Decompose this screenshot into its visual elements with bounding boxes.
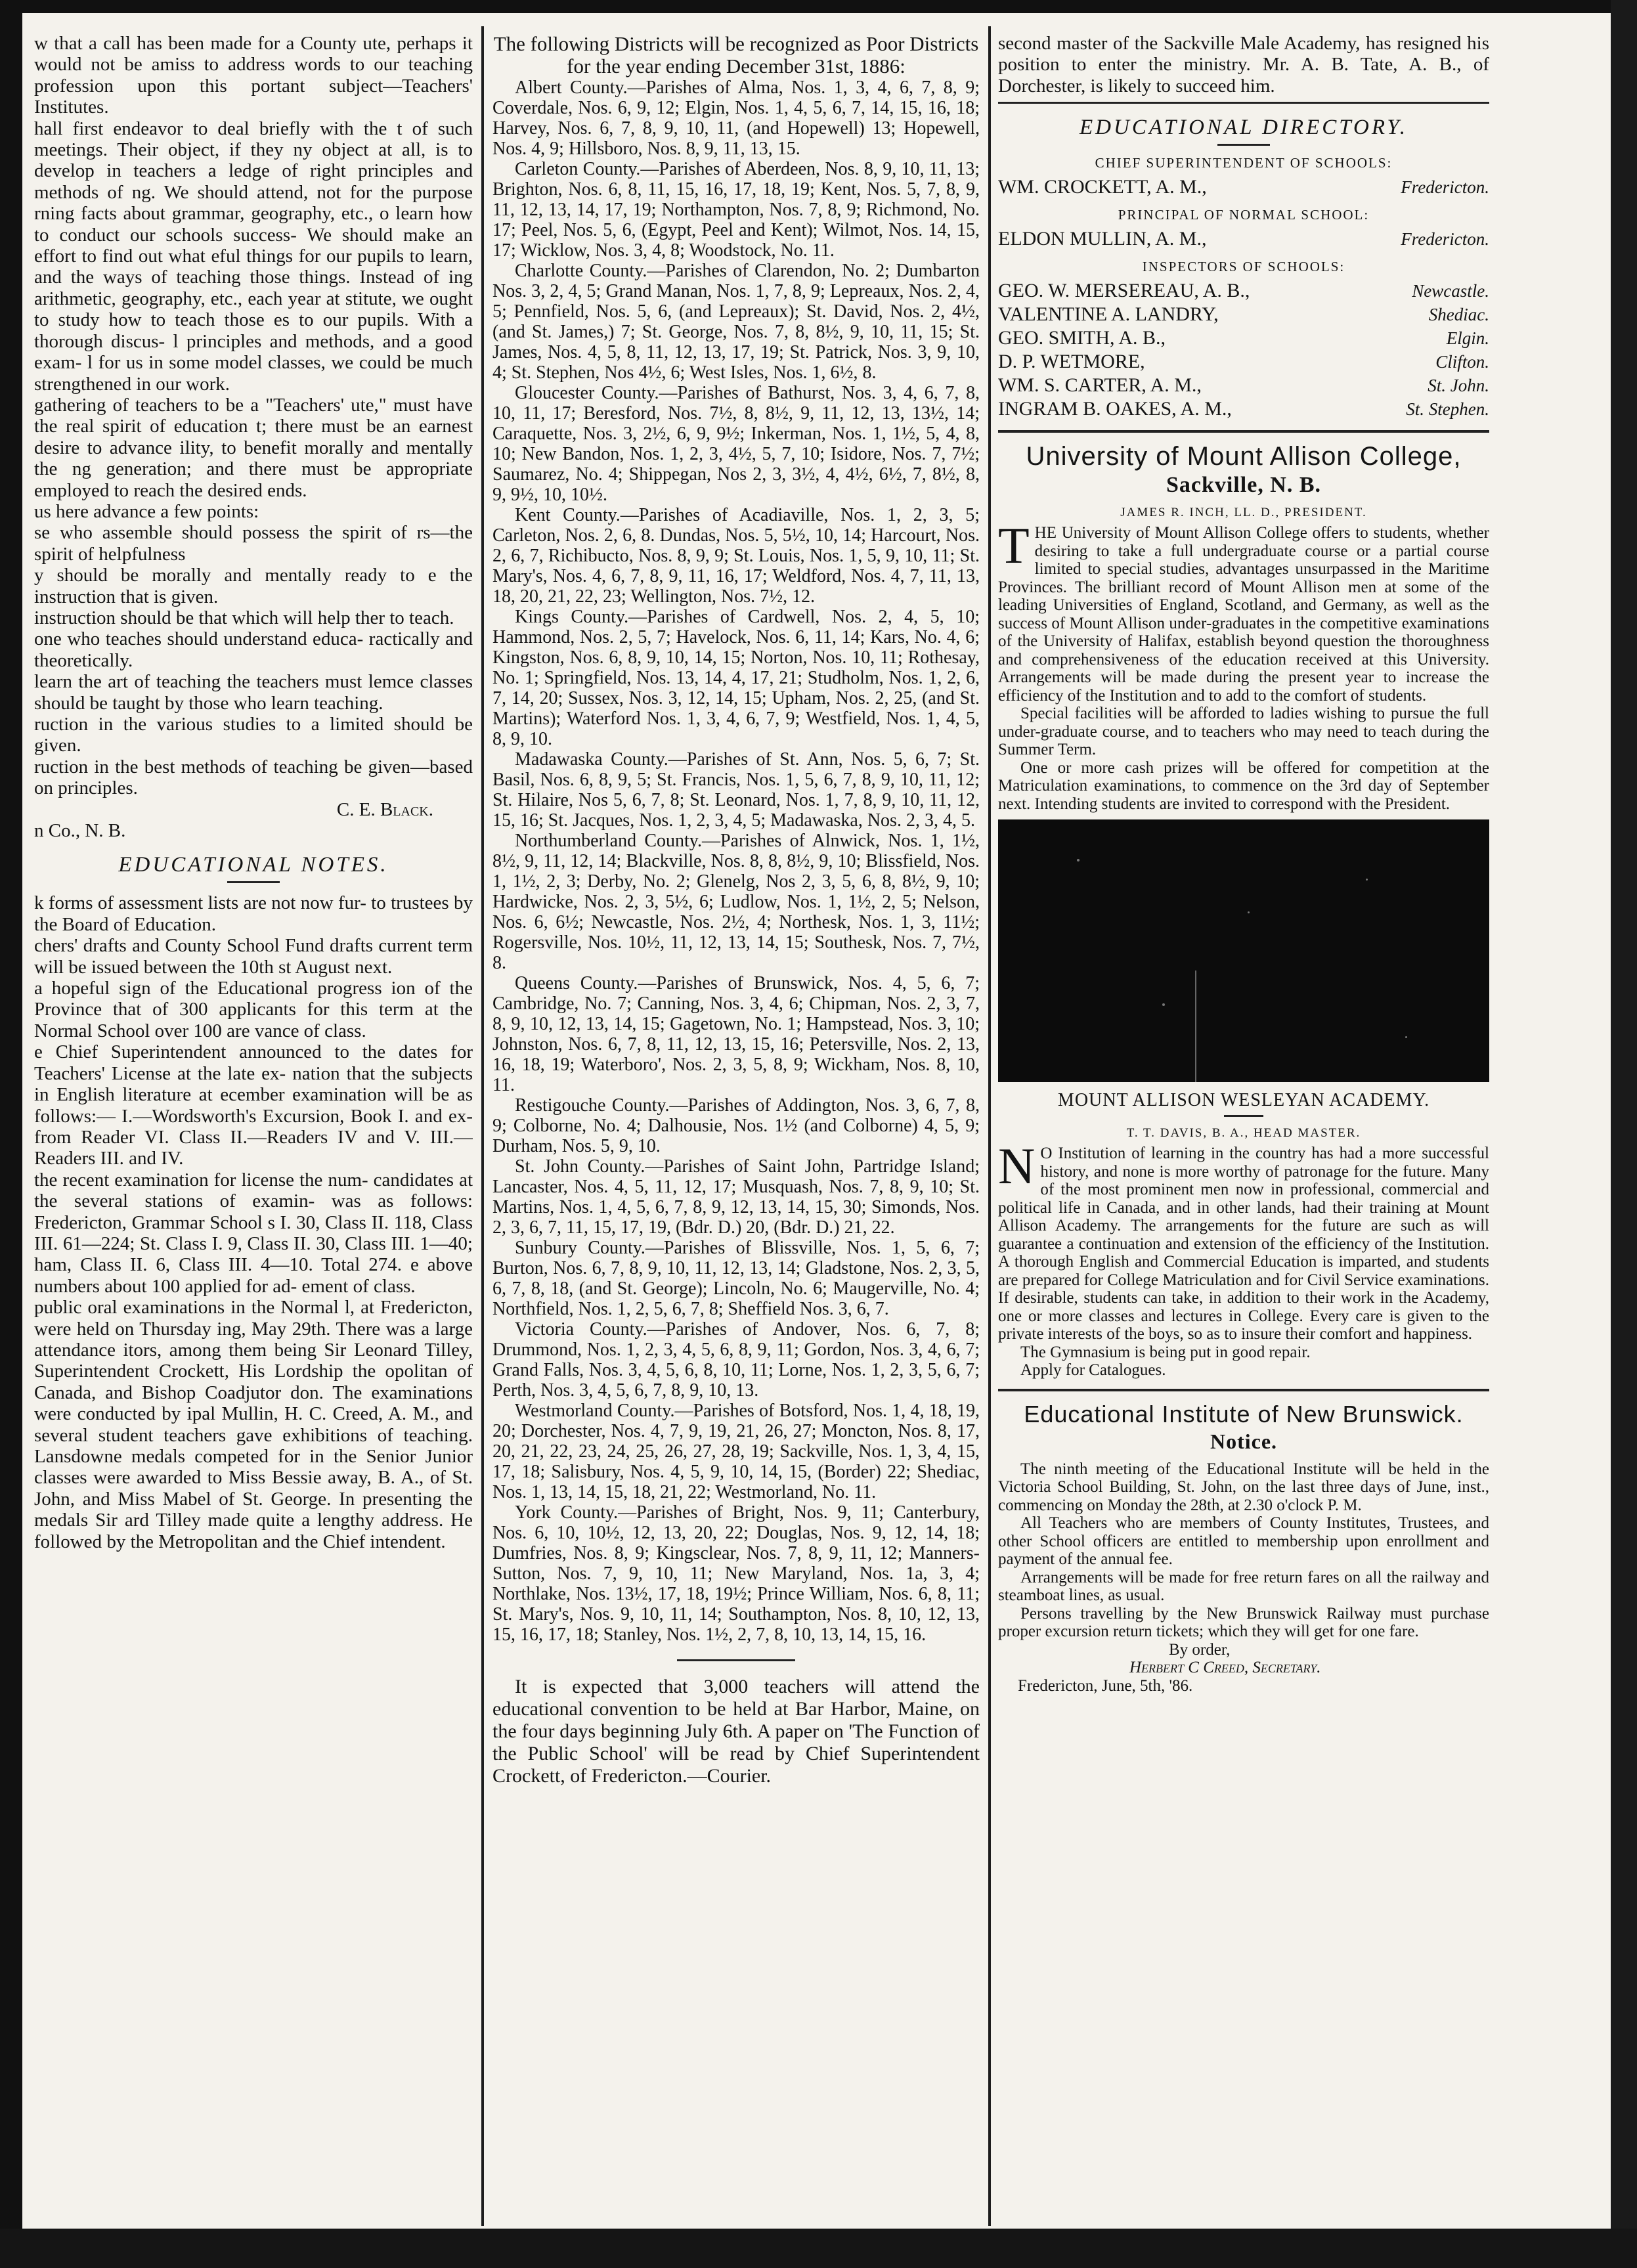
county-entry: Westmorland County.—Parishes of Botsford, Nos. 1, 4, 18, 19, 20; Dorchester, Nos. 4, 7, 9, 19, 21, 26, 27; Moncton, Nos. 8, 17, 20, 21, 22, 23, 24, 25, 26, 27, 28, 19; Sackville, Nos. 1, 3, 4, 15, 17, 18; Salisbury, Nos. 4, 5, 9, 10, 14, 15, (Border) 22; Shediac, Nos. 1, 13, 14, 15, 18, 21, 22; Westmorland, No. 11.: [492, 1401, 980, 1502]
photo-speck: [1405, 1036, 1407, 1038]
entry-name: VALENTINE A. LANDRY,: [998, 303, 1219, 326]
entry-place: Fredericton.: [1401, 229, 1489, 250]
entry-name: D. P. WETMORE,: [998, 351, 1145, 373]
county-entry: Northumberland County.—Parishes of Alnwick, Nos. 1, 1½, 8½, 9, 11, 12, 14; Blackville, Nos. 8, 8, 8½, 9, 10; Blissfield, Nos. 1, 1½, 2, 3; Derby, No. 2; Glenelg, Nos 2, 3, 5, 6, 8, 8½, 9, 10; Hardwicke, Nos. 2, 3, 5½, 6; Ludlow, Nos. 1, 1½, 2, 5; Nelson, Nos. 6, 6½; Newcastle, Nos. 2½, 4; Northesk, Nos. 1, 3, 11½; Rogersville, Nos. 10½, 11, 12, 13, 14, 15; Southesk, Nos. 7, 7½, 8.: [492, 831, 980, 973]
section-rule: [998, 1389, 1489, 1391]
dropcap: T: [998, 517, 1030, 575]
academy-para: Apply for Catalogues.: [1020, 1361, 1166, 1380]
county-entry: Sunbury County.—Parishes of Blissville, Nos. 1, 5, 6, 7; Burton, Nos. 6, 7, 8, 9, 10, 11, 12, 13, 14; Gladstone, Nos. 2, 3, 5, 6, 7, 8, 18, (and St. George); Lincoln, No. 6; Maugerville, No. 4; Northfield, Nos. 1, 2, 5, 6, 7, 8; Sheffield Nos. 3, 6, 7.: [492, 1238, 980, 1319]
directory-entry: [998, 227, 1489, 251]
inspectors-list: [998, 279, 1489, 421]
institutes-para: us here advance a few points:: [34, 500, 259, 522]
county-entry: Queens County.—Parishes of Brunswick, Nos. 4, 5, 6, 7; Cambridge, No. 7; Canning, Nos. 3, 4, 6; Chipman, Nos. 2, 3, 7, 8, 9, 10, 12, 13, 14, 15; Gagetown, No. 1; Hampstead, Nos. 3, 10; Johnston, Nos. 6, 7, 8, 11, 12, 13, 15, 16; Petersville, Nos. 2, 13, 16, 18, 19; Waterboro', Nos. 2, 3, 5, 8, 9; Wickham, Nos. 8, 10, 11.: [492, 973, 980, 1095]
county-entry: Albert County.—Parishes of Alma, Nos. 1, 3, 4, 6, 7, 8, 9; Coverdale, Nos. 6, 9, 12; Elgin, Nos. 1, 4, 5, 6, 7, 14, 15, 16, 18; Harvey, Nos. 6, 7, 8, 9, 10, 11, (and Hopewell) 13; Hopewell, Nos. 4, 9; Hillsboro, Nos. 8, 9, 11, 13, 15.: [492, 77, 980, 159]
section-rule: [998, 102, 1489, 104]
secretary-signature: Herbert C Creed, Secretary.: [1129, 1659, 1321, 1677]
institutes-para: gathering of teachers to be a "Teachers' ute," must have the real spirit of education t; there must be an earnest desire to advance ility, to benefit morally and mentally the ng generation; and there must be appropriate employed to reach the desired ends.: [34, 394, 473, 501]
inspectors-label: INSPECTORS OF SCHOOLS:: [1142, 259, 1345, 275]
academy-ad: [998, 1137, 1489, 1380]
entry-name: WM. CROCKETT, A. M.,: [998, 176, 1207, 198]
institute-para: Persons travelling by the New Brunswick Railway must purchase proper excursion return tickets; which they will get for one fare.: [998, 1604, 1489, 1641]
notes-header: EDUCATIONAL NOTES.: [118, 853, 389, 877]
entry-place: Fredericton.: [1401, 177, 1489, 198]
institutes-para: w that a call has been made for a County ute, perhaps it would not be amiss to address words to our teaching profession upon this portant subject—Teachers' Institutes.: [34, 33, 473, 118]
note-para: public oral examinations in the Normal l, at Fredericton, were held on Thursday ing, May 29th. There was a large attendance itors, among them being Sir Leonard Tilley, Superintendent Crockett, His Lordship the opolitan of Canada, and Bishop Coadjutor don. The examinations were conducted by ipal Mullin, H. C. Creed, A. M., and several student teachers gave exhibitions of teaching. Lansdowne medals competed for in the Senior Junior classes were awarded to Miss Bessie away, B. A., of St. John, and Miss Mabel of St. George. In presenting the medals Sir ard Tilley made quite a lengthy address. He followed by the Metropolitan and the Chief intendent.: [34, 1297, 473, 1552]
signature-place: n Co., N. B.: [34, 820, 126, 842]
note-para: the recent examination for license the num- candidates at the several stations of examin- was as follows: Fredericton, Grammar School s I. 30, Class II. 118, Class III. 61—224; St. Class I. 9, Class II. 30, Class III. 1—40; ham, Class II. 6, Class III. 4—10. Total 274. e above numbers about 100 applied for ad- ement of class.: [34, 1169, 473, 1297]
county-entry: York County.—Parishes of Bright, Nos. 9, 11; Canterbury, Nos. 6, 10, 10½, 12, 13, 20, 22; Douglas, Nos. 9, 12, 14, 18; Dumfries, Nos. 8, 9; Kingsclear, Nos. 7, 8, 9, 11, 12; Manners-Sutton, Nos. 7, 9, 10, 11; New Maryland, Nos. 1a, 3, 4; Northlake, Nos. 13½, 17, 18, 19½; Prince William, Nos. 6, 8, 11; St. Mary's, Nos. 9, 10, 11, 14; Southampton, Nos. 8, 10, 12, 13, 15, 16, 17, 18; Stanley, Nos. 1½, 2, 7, 8, 10, 13, 14, 15, 16.: [492, 1502, 980, 1645]
county-entry: St. John County.—Parishes of Saint John, Partridge Island; Lancaster, Nos. 4, 5, 11, 12, 17; Musquash, Nos. 7, 8, 9, 10; St. Martins, Nos. 1, 4, 5, 6, 7, 8, 9, 12, 13, 14, 15, 30; Simonds, Nos. 2, 3, 6, 7, 11, 15, 17, 19, (Bdr. D.) 20, (Bdr. D.) 21, 22.: [492, 1156, 980, 1238]
institutes-point: se who assemble should possess the spirit of rs—the spirit of helpfulness: [34, 522, 473, 565]
county-entry: Kings County.—Parishes of Cardwell, Nos. 2, 4, 5, 10; Hammond, Nos. 2, 5, 7; Havelock, Nos. 6, 11, 14; Kars, No. 4, 6; Kingston, Nos. 6, 8, 9, 10, 14, 15; Norton, Nos. 10, 11; Rothesay, No. 1; Springfield, Nos. 13, 14, 4, 17, 21; Studholm, Nos. 1, 2, 6, 7, 14, 20; Sussex, Nos. 3, 12, 14, 15; Upham, Nos. 2, 25, (and St. Martins); Waterford Nos. 1, 3, 4, 6, 7, 9; Westfield, Nos. 1, 4, 5, 8, 9, 10.: [492, 607, 980, 749]
institutes-point: ruction in the various studies to a limited should be given.: [34, 714, 473, 756]
university-para: HE University of Mount Allison College offers to students, whether desiring to take a full undergraduate course or a partial course limited to special studies, advantages unsurpassed in the Maritime Provinces. The brilliant record of Mount Allison men at some of the leading Universities of England, Scotland, and Germany, as well as the success of Mount Allison under-graduates in the competitive examinations of the University of Halifax, establish beyond question the thoroughness and comprehensiveness of the education received at this University. Arrangements will be made during the present year to increase the efficiency of the Institution and to add to the comfort of students.: [998, 524, 1489, 705]
university-para: Special facilities will be afforded to ladies wishing to pursue the full under-graduate course, and to teachers who may need to teach during the Summer Term.: [998, 705, 1489, 759]
entry-name: ELDON MULLIN, A. M.,: [998, 228, 1207, 250]
institutes-article: [34, 33, 473, 841]
entry-name: GEO. SMITH, A. B.,: [998, 327, 1166, 349]
header-dash: [1224, 1115, 1263, 1117]
note-para: e Chief Superintendent announced to the dates for Teachers' License at the late ex- nation that the subjects in English literature at ecember examination will be as follows:— I.—Wordsworth's Excursion, Book I. and ex- from Reader VI. Class II.—Readers IV and V. III.—Readers III. and IV.: [34, 1041, 473, 1169]
section-dash: [677, 1659, 795, 1661]
by-order: By order,: [1169, 1640, 1231, 1659]
entry-name: GEO. W. MERSEREAU, A. B.,: [998, 280, 1250, 302]
entry-place: Elgin.: [1446, 328, 1489, 349]
academy-title: MOUNT ALLISON WESLEYAN ACADEMY.: [1057, 1090, 1430, 1111]
districts-intro: The following Districts will be recognized as Poor Districts for the year ending December 31st, 1886:: [493, 33, 979, 77]
entry-place: Newcastle.: [1412, 281, 1489, 301]
photo-speck: [1248, 911, 1250, 913]
note-para: k forms of assessment lists are not now fur- to trustees by the Board of Education.: [34, 892, 473, 935]
convention-note: It is expected that 3,000 teachers will attend the educational convention to be held at Bar Harbor, Maine, on the four days beginning July 6th. A paper on 'The Function of the Public School' will be read by Chief Superintendent Crockett, of Fredericton.—Courier.: [492, 1676, 980, 1787]
institutes-para: hall first endeavor to deal briefly with the t of such meetings. Their object, if they ny object at all, is to develop in teachers a ledge of right principles and methods of ng. We should attend, not for the purpose rning facts about grammar, geography, etc., o learn how to conduct our schools success- We should make an effort to find out what eful things for our pupils to learn, and the ways of teaching those things. Instead of ing arithmetic, geography, etc., each year at stitute, we ought to study how to teach those es to our pupils. With a thorough discus- l principles and methods, and a good exam- l for us in some model classes, we could be much strengthened in our work.: [34, 118, 473, 395]
scan-edge-top: [0, 0, 1637, 13]
entry-place: Shediac.: [1428, 305, 1489, 325]
university-ad: [998, 517, 1489, 813]
county-entry: Kent County.—Parishes of Acadiaville, Nos. 1, 2, 3, 5; Carleton, Nos. 2, 6, 8. Dundas, Nos. 5, 5½, 10, 14; Harcourt, Nos. 2, 6, 7, Richibucto, Nos. 8, 9, 9; St. Louis, Nos. 1, 5, 9, 10, 11; St. Mary's, Nos. 4, 6, 7, 8, 9, 11, 16, 17; Weldford, Nos. 4, 7, 11, 13, 18, 20, 21, 22, 23; Wellington, Nos. 7½, 12.: [492, 505, 980, 607]
institutes-point: ruction in the best methods of teaching be given—based on principles.: [34, 756, 473, 799]
county-entry: Gloucester County.—Parishes of Bathurst, Nos. 3, 4, 6, 7, 8, 10, 11, 17; Beresford, Nos. 7½, 8, 8½, 9, 11, 12, 13, 13½, 14; Caraquette, Nos. 3, 2½, 6, 9, 9½; Inkerman, Nos. 1, 1½, 5, 4, 8, 10; New Bandon, Nos. 1, 2, 3, 4½, 5, 7, 10; Isidore, Nos. 7, 7½; Saumarez, No. 4; Shippegan, Nos 2, 3, 3½, 4, 4½, 6½, 7, 8½, 8, 9, 9½, 10, 10½.: [492, 383, 980, 505]
column-rule-1: [481, 26, 484, 2226]
header-dash: [1217, 144, 1270, 146]
inspector-entry: [998, 279, 1489, 303]
directory-header: EDUCATIONAL DIRECTORY.: [1080, 116, 1408, 140]
column-left: [34, 33, 473, 2219]
institute-para: All Teachers who are members of County Institutes, Trustees, and other School officers are entitled to membership upon enrollment and payment of the annual fee.: [998, 1514, 1489, 1569]
institute-notice-body: [998, 1460, 1489, 1695]
directory-entry: [998, 175, 1489, 199]
institute-para: Arrangements will be made for free return fares on all the railway and steamboat lines, as usual.: [998, 1568, 1489, 1605]
inspector-entry: [998, 350, 1489, 374]
county-entry: Carleton County.—Parishes of Aberdeen, Nos. 8, 9, 10, 11, 13; Brighton, Nos. 6, 8, 11, 15, 16, 17, 18, 19; Kent, Nos. 5, 7, 8, 9, 11, 12, 13, 14, 17, 19; Northampton, Nos. 7, 8, 9; Richmond, No. 17; Peel, Nos. 5, 6, (Egypt, Peel and Kent); Wilmot, Nos. 14, 15, 17; Wicklow, Nos. 3, 4, 8; Woodstock, No. 11.: [492, 159, 980, 261]
institute-para: The ninth meeting of the Educational Institute will be held in the Victoria School Building, St. John, on the last three days of June, inst., commencing on Monday the 28th, at 2.30 o'clock P. M.: [998, 1460, 1489, 1514]
academy-photograph: [998, 819, 1489, 1082]
column-right: [998, 33, 1489, 2219]
institutes-point: learn the art of teaching the teachers must lemce classes should be taught by those who learn teaching.: [34, 671, 473, 714]
column-middle: [492, 33, 980, 2219]
chief-label: CHIEF SUPERINTENDENT OF SCHOOLS:: [1095, 155, 1393, 171]
academy-para: The Gymnasium is being put in good repair.: [1020, 1343, 1311, 1361]
poor-districts-list: [492, 33, 980, 1645]
entry-name: WM. S. CARTER, A. M.,: [998, 374, 1202, 397]
photo-speck: [1162, 1003, 1165, 1006]
article-signature: C. E. Black.: [336, 798, 433, 820]
entry-name: INGRAM B. OAKES, A. M.,: [998, 398, 1232, 420]
academy-master: T. T. DAVIS, B. A., HEAD MASTER.: [1126, 1126, 1361, 1141]
scan-edge-bottom: [0, 2229, 1637, 2268]
university-title: University of Mount Allison College,: [1026, 442, 1462, 471]
county-entry: Madawaska County.—Parishes of St. Ann, Nos. 5, 6, 7; St. Basil, Nos. 6, 8, 9, 5; St. Francis, Nos. 1, 5, 6, 7, 8, 9, 10, 11, 12; St. Hilaire, Nos 5, 6, 7, 8; St. Leonard, Nos. 1, 7, 8, 9, 10, 11, 12, 15, 16; St. Jacques, Nos. 1, 2, 3, 4, 5; Madawaska, Nos. 2, 3, 4, 5.: [492, 749, 980, 831]
county-entry: Victoria County.—Parishes of Andover, Nos. 6, 7, 8; Drummond, Nos. 1, 2, 3, 4, 5, 6, 8, 9, 11; Gordon, Nos. 3, 4, 6, 7; Grand Falls, Nos. 3, 4, 5, 6, 8, 10, 11; Lorne, Nos. 1, 2, 3, 5, 6, 7; Perth, Nos. 3, 4, 5, 6, 7, 8, 9, 10, 13.: [492, 1319, 980, 1401]
institutes-point: one who teaches should understand educa- ractically and theoretically.: [34, 628, 473, 671]
note-para: chers' drafts and County School Fund drafts current term will be issued between the 10th st August next.: [34, 935, 473, 978]
county-entry: Charlotte County.—Parishes of Clarendon, No. 2; Dumbarton Nos. 3, 2, 4, 5; Grand Manan, Nos. 1, 7, 8, 9; Lepreaux, Nos. 2, 4, 5; Pennfield, Nos. 5, 6, (and Lepreaux); St. David, Nos. 2, 4½, (and St. James,) 7; St. George, Nos. 7, 8, 8½, 9, 10, 11, 15; St. James, Nos. 4, 5, 8, 11, 12, 13, 17, 19; St. Patrick, Nos. 3, 9, 10, 4; St. Stephen, Nos 4½, 6; West Isles, Nos. 1, 6½, 8.: [492, 261, 980, 383]
university-para: One or more cash prizes will be offered for competition at the Matriculation examinations, to commence on the 3rd day of September next. Intending students are invited to correspond with the President.: [998, 758, 1489, 813]
header-dash: [227, 881, 280, 883]
notes-section: [34, 892, 473, 1552]
inspector-entry: [998, 326, 1489, 350]
sackville-note: second master of the Sackville Male Academy, has resigned his position to enter the ministry. Mr. A. B. Tate, A. B., of Dorchester, is likely to succeed him.: [998, 33, 1489, 97]
academy-para: O Institution of learning in the country has had a more successful history, and none is more worthy of patronage for the future. Many of the most prominent men now in professional, commercial and political life in Canada, and in other lands, had their training at Mount Allison Academy. The arrangements for the future are such as will guarantee a continuation and extension of the efficiency of the Institution. A thorough English and Commercial Education is imparted, and students are prepared for College Matriculation and for Civil Service examinations. If desirable, students can take, in addition to their work in the Academy, one or more classes and lectures in College. Every care is given to the private interests of the boys, so as to insure their comfort and happiness.: [998, 1145, 1489, 1343]
county-entry: Restigouche County.—Parishes of Addington, Nos. 3, 6, 7, 8, 9; Colborne, No. 4; Dalhousie, Nos. 1½ (and Colborne) 4, 5, 9; Durham, Nos. 5, 9, 10.: [492, 1095, 980, 1156]
university-place: Sackville, N. B.: [1166, 473, 1322, 498]
principal-label: PRINCIPAL OF NORMAL SCHOOL:: [1118, 207, 1370, 223]
scan-edge-right: [1611, 0, 1637, 2268]
section-rule: [998, 430, 1489, 433]
dropcap: N: [998, 1137, 1036, 1195]
entry-place: St. John.: [1428, 376, 1489, 396]
inspector-entry: [998, 303, 1489, 326]
university-president: JAMES R. INCH, LL. D., PRESIDENT.: [1120, 506, 1367, 520]
institute-title: Educational Institute of New Brunswick.: [1024, 1400, 1464, 1428]
entry-place: St. Stephen.: [1406, 399, 1489, 420]
photo-speck: [1077, 859, 1080, 861]
inspector-entry: [998, 397, 1489, 421]
institutes-point: instruction should be that which will help ther to teach.: [34, 607, 454, 628]
institute-notice: Notice.: [1210, 1429, 1278, 1453]
inspector-entry: [998, 374, 1489, 397]
entry-place: Clifton.: [1435, 352, 1489, 372]
photo-speck: [1366, 879, 1368, 881]
photo-scratch: [1195, 970, 1196, 1082]
institutes-point: y should be morally and mentally ready to e the instruction that is given.: [34, 565, 473, 607]
dateline: Fredericton, June, 5th, '86.: [1018, 1676, 1193, 1695]
scan-edge-left: [0, 0, 22, 2268]
column-rule-2: [988, 26, 991, 2226]
note-para: a hopeful sign of the Educational progress ion of the Province that of 300 applicants for this term at the Normal School over 100 are vance of class.: [34, 978, 473, 1041]
